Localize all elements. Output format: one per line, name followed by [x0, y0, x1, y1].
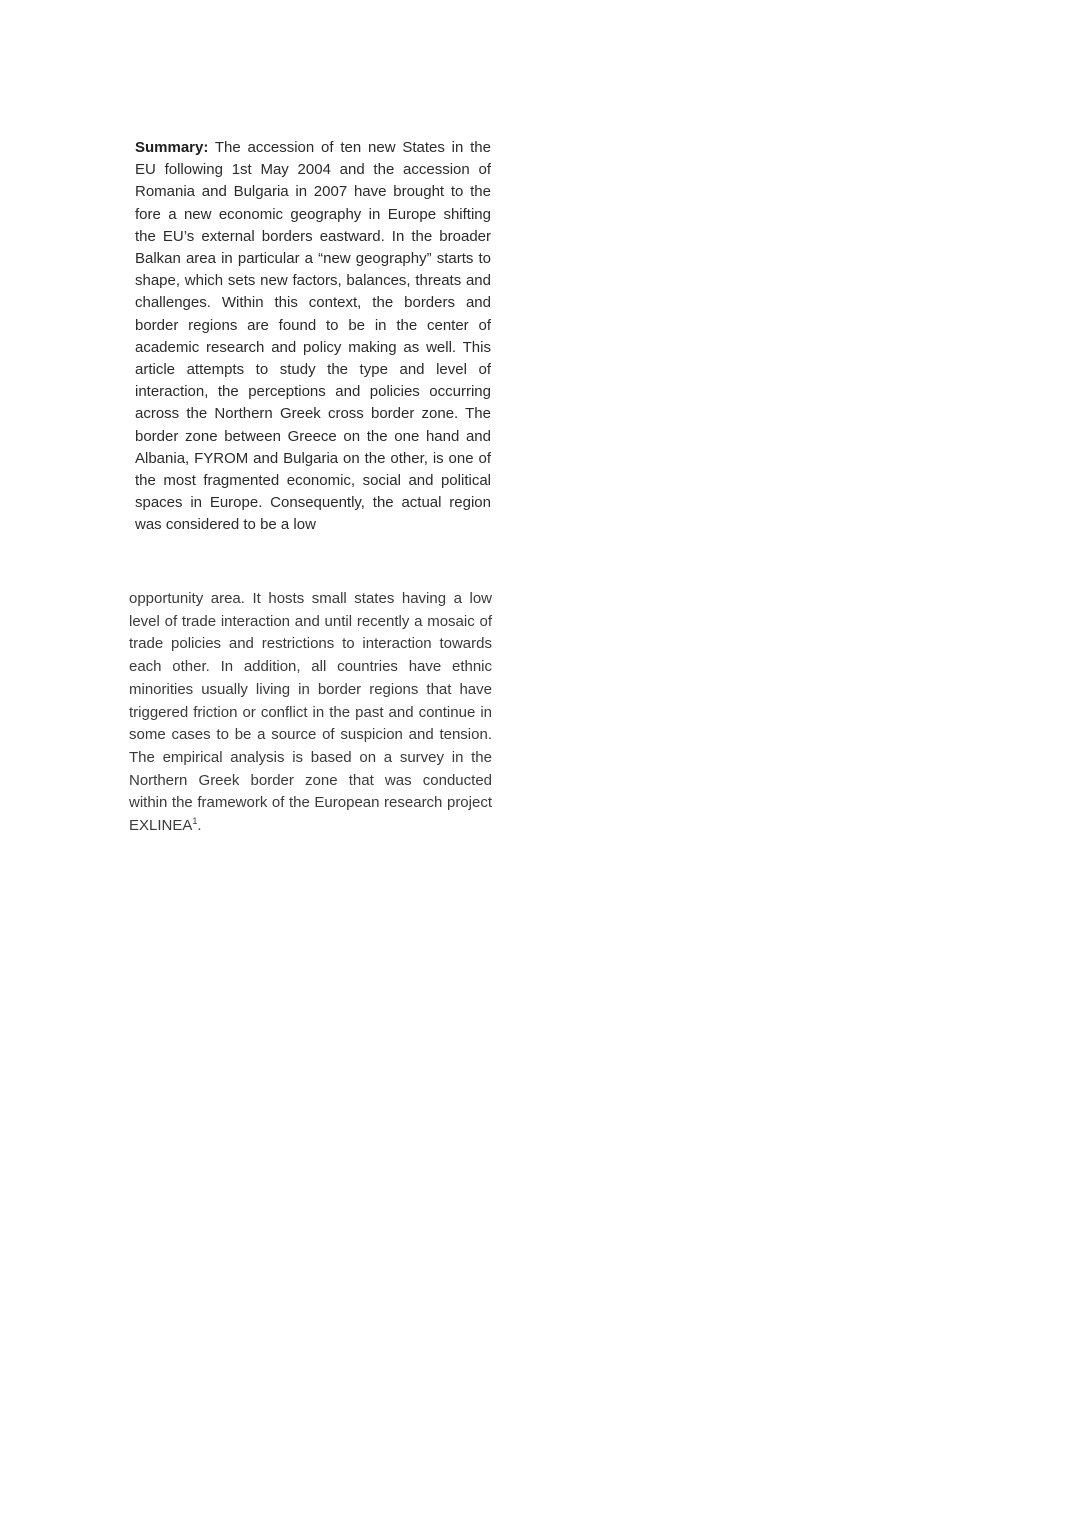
- summary-continuation-paragraph: [129, 588, 492, 838]
- summary-text: The accession of ten new States in the EU following 1st May 2004 and the accession of Romania and Bulgaria in 2007 have brought to the fore a new economic geography in Europe shifting the EU’s external borders eastward. In the broader Balkan area in particular a “new geography” starts to shape, which sets new factors, balances, threats and challenges. Within this context, the borders and border regions are found to be in the center of academic research and policy making as well. This article attempts to study the type and level of interaction, the perceptions and policies occurring across the Northern Greek cross border zone. The border zone between Greece on the one hand and Albania, FYROM and Bulgaria on the other, is one of the most fragmented economic, social and political spaces in Europe. Consequently, the actual region was considered to be a low: [135, 139, 491, 534]
- continuation-end: .: [197, 817, 202, 835]
- summary-paragraph: [135, 137, 491, 537]
- continuation-text: opportunity area. It hosts small states having a low level of trade interaction and until recently a mosaic of trade policies and restrictions to interaction towards each other. In addition, all countries have ethnic minorities usually living in border regions that have triggered friction or conflict in the past and continue in some cases to be a source of suspicion and tension. The empirical analysis is based on a survey in the Northern Greek border zone that was conducted within the framework of the European research project EXLINEA: [129, 590, 492, 835]
- footnote-reference[interactable]: 1: [192, 816, 198, 827]
- summary-label: Summary:: [135, 139, 209, 156]
